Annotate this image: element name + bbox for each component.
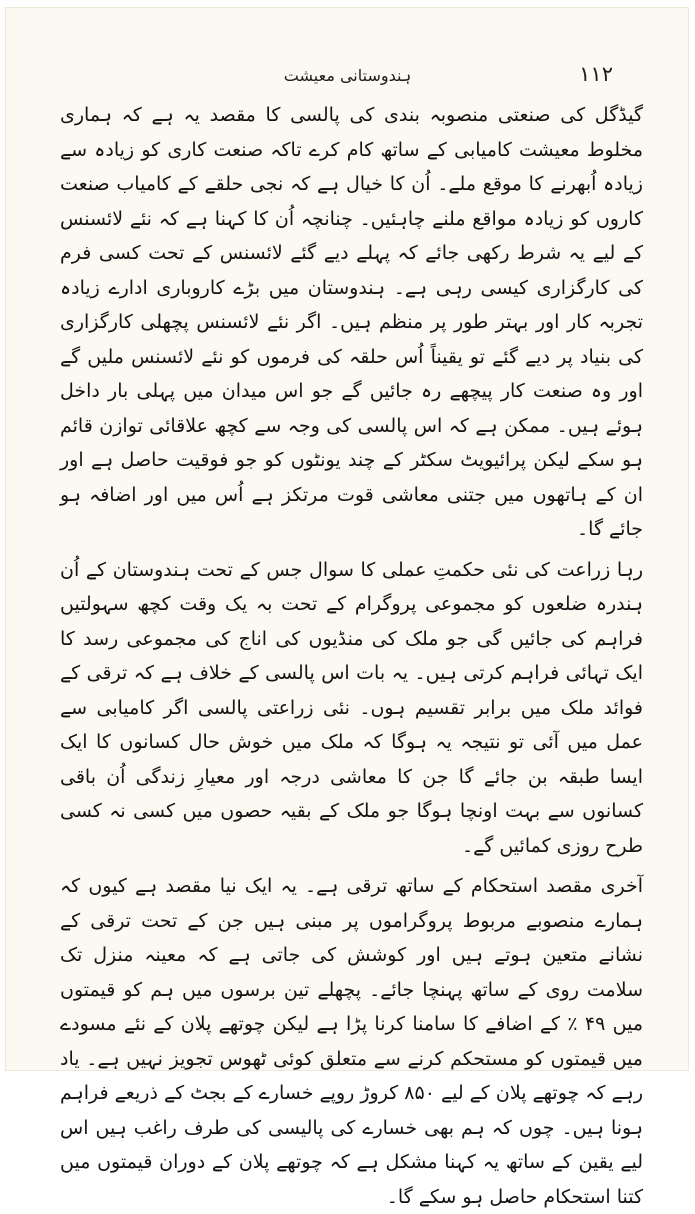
page-number: ۱۱۲ (579, 62, 613, 86)
paragraph-agriculture-strategy: رہا زراعت کی نئی حکمتِ عملی کا سوال جس کے تحت ہندوستان کے اُن ہندرہ ضلعوں کو مجموعی پروگرام کے تحت بہ یک وقت کچھ سہولتیں فراہم کی جائیں گی جو ملک کی منڈیوں کی اناج کی مجموعی رسد کا ایک تہائی فراہم کرتی ہیں۔ یہ بات اس پالسی کے خلاف ہے کہ ترقی کے فوائد ملک میں برابر تقسیم ہوں۔ نئی زراعتی پالسی اگر کامیابی سے عمل میں آئی تو نتیجہ یہ ہوگا کہ ملک میں خوش حال کسانوں کا ایک ایسا طبقہ بن جائے گا جن کا معاشی درجہ اور معیارِ زندگی اُن باقی کسانوں سے بہت اونچا ہوگا جو ملک کے بقیہ حصوں میں کسی نہ کسی طرح روزی کمائیں گے۔ (60, 558, 643, 857)
body-text (60, 98, 643, 1214)
running-title: ہندوستانی معیشت (283, 66, 412, 85)
paragraph-price-stability: آخری مقصد استحکام کے ساتھ ترقی ہے۔ یہ ایک نیا مقصد ہے کیوں کہ ہمارے منصوبے مربوط پروگراموں پر مبنی ہیں جن کے تحت ترقی کے نشانے متعین ہوتے ہیں اور کوشش کی جاتی ہے کہ معینہ منزل تک سلامت روی کے ساتھ پہنچا جائے۔ پچھلے تین برسوں میں ہم کو قیمتوں میں ۴۹ ٪ کے اضافے کا سامنا کرنا پڑا ہے لیکن چوتھے پلان کے نئے مسودے میں قیمتوں کو مستحکم کرنے سے متعلق کوئی ٹھوس تجویز نہیں ہے۔ یاد رہے کہ چوتھے پلان کے لیے ۸۵۰ کروڑ روپے خسارے کے بجٹ کے ذریعے فراہم ہونا ہیں۔ چوں کہ ہم بھی خسارے کی پالیسی کی طرف راغب ہیں اس لیے یقین کے ساتھ یہ کہنا مشکل ہے کہ چوتھے پلان کے دوران قیمتوں میں کتنا استحکام حاصل ہو سکے گا۔ (60, 875, 643, 1208)
page-header (0, 62, 695, 98)
paragraph-industrial-policy: گیڈگل کی صنعتی منصوبہ بندی کی پالسی کا مقصد یہ ہے کہ ہماری مخلوط معیشت کامیابی کے ساتھ کام کرے تاکہ صنعت کاری کو زیادہ سے زیادہ اُبھرنے کا موقع ملے۔ اُن کا خیال ہے کہ نجی حلقے کے کامیاب صنعت کاروں کو زیادہ مواقع ملنے چاہئیں۔ چنانچہ اُن کا کہنا ہے کہ نئے لائسنس کے لیے یہ شرط رکھی جائے کہ پہلے دیے گئے لائسنس کے تحت کسی فرم کی کارگزاری کیسی رہی ہے۔ ہندوستان میں بڑے کاروباری ادارے زیادہ تجربہ کار اور بہتر طور پر منظم ہیں۔ اگر نئے لائسنس پچھلی کارگزاری کی بنیاد پر دیے گئے تو یقیناً اُس حلقہ کی فرموں کو نئے لائسنس ملیں گے اور وہ صنعت کار پیچھے رہ جائیں گے جو اس میدان میں پہلی بار داخل ہوئے ہیں۔ ممکن ہے کہ اس پالسی کی وجہ سے کچھ علاقائی توازن قائم ہو سکے لیکن پرائیویٹ سکٹر کے چند یونٹوں کو جو فوقیت حاصل ہے اور ان کے ہاتھوں میں جتنی معاشی قوت مرتکز ہے اُس میں اور اضافہ ہو جائے گا۔ (60, 104, 643, 540)
